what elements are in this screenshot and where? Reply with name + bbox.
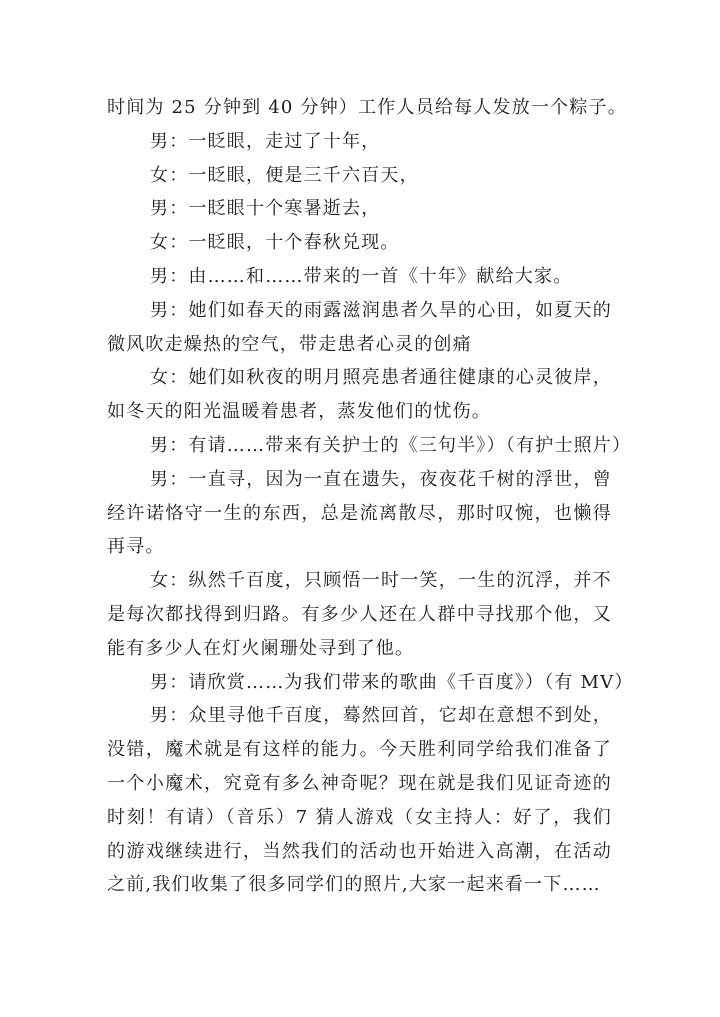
paragraph — [107, 699, 612, 902]
paragraph-line: 时刻！有请）（音乐）7 猜人游戏（女主持人：好了，我们 — [107, 806, 612, 828]
paragraph-line: 男：一眨眼，走过了十年， — [150, 130, 381, 152]
paragraph-line: 男：一直寻，因为一直在遗失，夜夜花千树的浮世，曾 — [150, 468, 612, 490]
paragraph-line: 男：众里寻他千百度，蓦然回首，它却在意想不到处， — [150, 705, 612, 727]
paragraph — [107, 666, 634, 700]
paragraph-line: 男：一眨眼十个寒暑逝去， — [150, 198, 381, 220]
paragraph-line: 女：一眨眼，便是三千六百天， — [150, 164, 419, 186]
paragraph-line: 时间为 25 分钟到 40 分钟）工作人员给每人发放一个粽子。 — [107, 97, 627, 118]
paragraph-line: 经许诺恪守一生的东西，总是流离散尽，那时叹惋，也懒得 — [107, 502, 612, 524]
paragraph-line: 是每次都找得到归路。有多少人还在人群中寻找那个他，又 — [107, 603, 612, 625]
paragraph-line: 女：纵然千百度，只顾悟一时一笑，一生的沉浮，并不 — [150, 570, 612, 592]
paragraph-line: 之前,我们收集了很多同学们的照片,大家一起来看一下…… — [107, 874, 601, 896]
paragraph-line: 的游戏继续进行，当然我们的活动也开始进入高潮，在活动 — [107, 840, 612, 862]
paragraph-line: 男：由……和……带来的一首《十年》献给大家。 — [150, 265, 573, 287]
paragraph-line: 女：她们如秋夜的明月照亮患者通往健康的心灵彼岸， — [150, 367, 612, 389]
paragraph-line: 男：她们如春天的雨露滋润患者久旱的心田，如夏天的 — [150, 299, 612, 321]
paragraph-line: 微风吹走燥热的空气，带走患者心灵的创痛 — [107, 333, 472, 355]
paragraph — [107, 125, 612, 159]
paragraph — [107, 260, 612, 294]
paragraph-line: 没错，魔术就是有这样的能力。今天胜利同学给我们准备了 — [107, 739, 612, 761]
paragraph-line: 男：请欣赏……为我们带来的歌曲《千百度》）（有 MV） — [150, 671, 634, 693]
document-body — [107, 91, 634, 902]
paragraph — [107, 91, 627, 125]
paragraph — [107, 226, 612, 260]
paragraph-line: 如冬天的阳光温暖着患者，蒸发他们的忧伤。 — [107, 401, 491, 423]
paragraph — [107, 361, 612, 429]
paragraph-line: 男：有请……带来有关护士的《三句半》）（有护士照片） — [150, 434, 632, 456]
paragraph-line: 再寻。 — [107, 536, 165, 558]
paragraph — [107, 294, 612, 362]
paragraph-line: 一个小魔术，究竟有多么神奇呢？现在就是我们见证奇迹的 — [107, 772, 612, 794]
paragraph — [107, 159, 612, 193]
paragraph — [107, 564, 612, 665]
paragraph — [107, 429, 632, 463]
paragraph-line: 能有多少人在灯火阑珊处寻到了他。 — [107, 637, 415, 659]
paragraph — [107, 463, 612, 564]
paragraph-line: 女：一眨眼，十个春秋兑现。 — [150, 232, 400, 254]
paragraph — [107, 192, 612, 226]
